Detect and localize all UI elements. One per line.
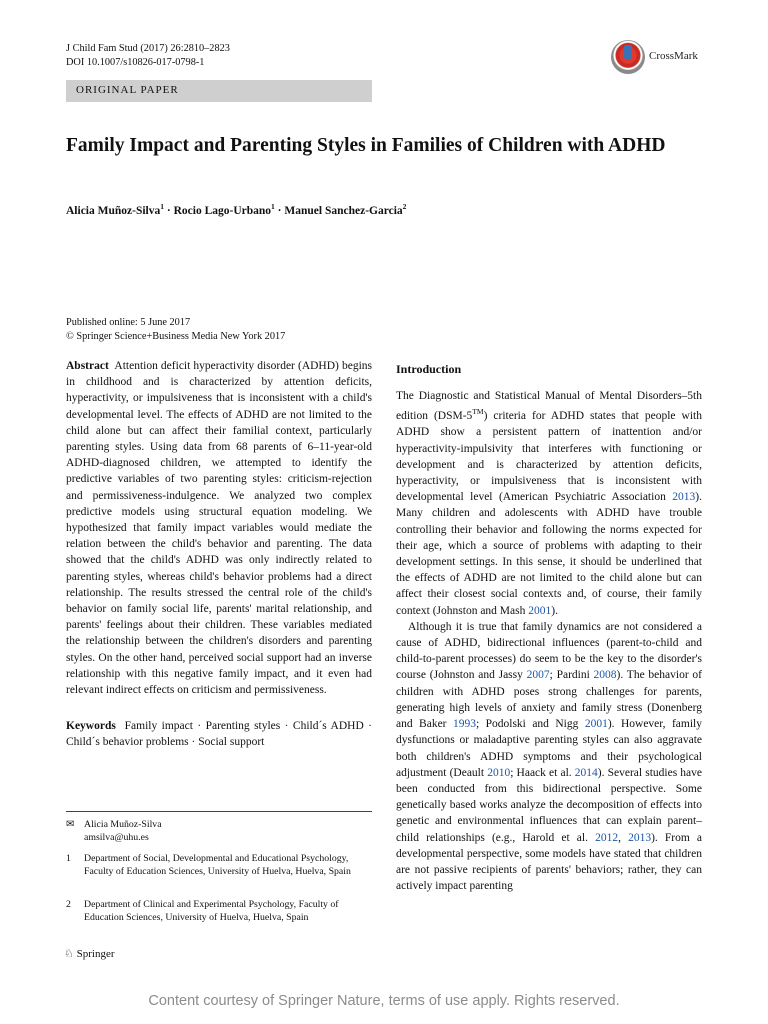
envelope-icon: ✉ [66, 819, 75, 830]
citation-link[interactable]: 1993 [452, 718, 476, 731]
citation-link[interactable]: 2013 [672, 491, 696, 504]
section-heading: Introduction [396, 362, 462, 376]
affiliation-2 [66, 898, 372, 924]
publication-info [66, 316, 285, 344]
citation-link[interactable]: 2010 [487, 766, 511, 779]
keywords-label: Keywords [66, 720, 116, 733]
correspondence-name: Alicia Muñoz-Silva [84, 819, 162, 830]
affiliation-number: 1 [66, 853, 71, 864]
affiliation-1 [66, 852, 372, 878]
citation-link[interactable]: 2013 [628, 831, 652, 844]
author-name[interactable]: Rocio Lago-Urbano [173, 204, 272, 217]
affiliation-number: 2 [66, 899, 71, 910]
affiliation-mark: 1 [160, 202, 164, 211]
crossmark-badge[interactable] [611, 40, 731, 74]
crossmark-icon [611, 40, 645, 74]
journal-citation: J Child Fam Stud (2017) 26:2810–2823 [66, 43, 230, 54]
publisher-name: Springer [76, 948, 115, 960]
right-column [396, 361, 702, 894]
footer-notice: Content courtesy of Springer Nature, terms of use apply. Rights reserved. [148, 993, 620, 1009]
affiliation-mark: 1 [271, 202, 275, 211]
citation-link[interactable]: 2014 [574, 766, 598, 779]
correspondence [66, 818, 372, 844]
affiliation-text: Department of Clinical and Experimental Psychology, Faculty of Education Sciences, University of Huelva, Huelva, Spain [84, 899, 339, 923]
abstract-text: Attention deficit hyperactivity disorder (ADHD) begins in childhood and is characterized by attention deficits, hyperactivity, or impulsiveness that is inconsistent with a child's developmental level. The effects of ADHD are not limited to the child alone but can affect their familial context, particularly parenting styles. Using data from 68 parents of 6–11-year-old ADHD-diagnosed children, we attempted to identify the predictive variables of two parenting styles: criticism-rejection and permissiveness-indulgence. We analyzed two complex predictive models using structural equation modeling. We hypothesized that family impact variables would mediate the relation between the child's behavior and parenting. The data showed that the child's ADHD was only indirectly related to parenting styles, whereas child's behavior problems had a direct relationship. The results stressed the central role of the child's behavior on family social life, parents' marital relationship, and parents' feelings about their children. These variables mediated the relationship between the children's disorders and parenting styles. On the other hand, perceived social support had an inverse relationship with this negative family impact, and it even had relevant indirect effects on criticism and permissiveness. [66, 360, 372, 697]
citation-link[interactable]: 2012 [595, 831, 619, 844]
springer-icon: ♘ [64, 948, 74, 960]
abstract [66, 358, 372, 698]
author-name[interactable]: Manuel Sanchez-Garcia [284, 204, 403, 217]
abstract-label: Abstract [66, 360, 109, 372]
article-title: Family Impact and Parenting Styles in Families of Children with ADHD [66, 135, 666, 156]
affiliation-text: Department of Social, Developmental and Educational Psychology, Faculty of Education Sciences, University of Huelva, Huelva, Spain [84, 853, 351, 877]
article-type: ORIGINAL PAPER [76, 84, 179, 96]
author-list: Alicia Muñoz-Silva$^1$ · Rocio Lago-Urbano$^1$ · Manuel Sanchez-Garcia$^2$ [66, 202, 407, 217]
intro-paragraph-1: The Diagnostic and Statistical Manual of Mental Disorders–5th edition (DSM-5™) criteria for ADHD states that people with ADHD show a persistent pattern of inattention and/or hyperactivity-impulsivity that interferes with functioning or development and is characterized by attention deficits, hyperactivity, or impulsiveness that is inconsistent with developmental level (American Psychiatric Association 2013). Many children and adolescents with ADHD have trouble controlling their behavior and following the norms expected for their age, which a source of problems with adapting to their development settings. In this sense, it should be underlined that the effects of ADHD are not limited to the child alone but can affect their closest social contexts and, of course, their family context (Johnston and Mash 2001). [396, 390, 702, 617]
intro-paragraph-2: Although it is true that family dynamics are not considered a cause of ADHD, bidirectional influences (parent-to-child and child-to-parent processes) do seem to be the key to the disorder's course (Johnston and Jassy 2007; Pardini 2008). The behavior of children with ADHD poses strong challenges for parents, generating high levels of anxiety and family stress (Donenberg and Baker 1993; Podolski and Nigg 2001). However, family dysfunctions or maladaptive parenting styles can also aggravate both children's ADHD symptoms and their psychological adjustment (Deault 2010; Haack et al. 2014). Several studies have been conducted from this bidirectional perspective. Some genetically based works analyze the decomposition of effects into genetic and environmental influences that can explain parent–child relationships (e.g., Harold et al. 2012, 2013). From a developmental perspective, some models have stated that children are not passive recipients of parents' behaviors; rather, they can actively impact parenting [396, 620, 703, 893]
doi[interactable]: DOI 10.1007/s10826-017-0798-1 [66, 57, 205, 68]
keywords [66, 718, 372, 750]
footnote-divider [66, 811, 372, 812]
article-type-banner [66, 80, 372, 102]
left-column [66, 358, 372, 751]
published-date: Published online: 5 June 2017 [66, 317, 191, 328]
author-name[interactable]: Alicia Muñoz-Silva [66, 204, 161, 217]
citation-link[interactable]: 2007 [526, 669, 550, 682]
keywords-text: Family impact · Parenting styles · Child´s ADHD · Child´s behavior problems · Social support [66, 720, 372, 749]
journal-header [66, 42, 230, 70]
citation-link[interactable]: 2001 [528, 604, 552, 617]
crossmark-label: CrossMark [649, 50, 698, 62]
affiliation-mark: 2 [402, 202, 407, 211]
correspondence-email[interactable]: amsilva@uhu.es [84, 832, 149, 843]
citation-link[interactable]: 2001 [584, 718, 608, 731]
publisher-logo [64, 947, 115, 960]
citation-link[interactable]: 2008 [593, 669, 617, 682]
copyright: © Springer Science+Business Media New York 2017 [66, 331, 286, 342]
